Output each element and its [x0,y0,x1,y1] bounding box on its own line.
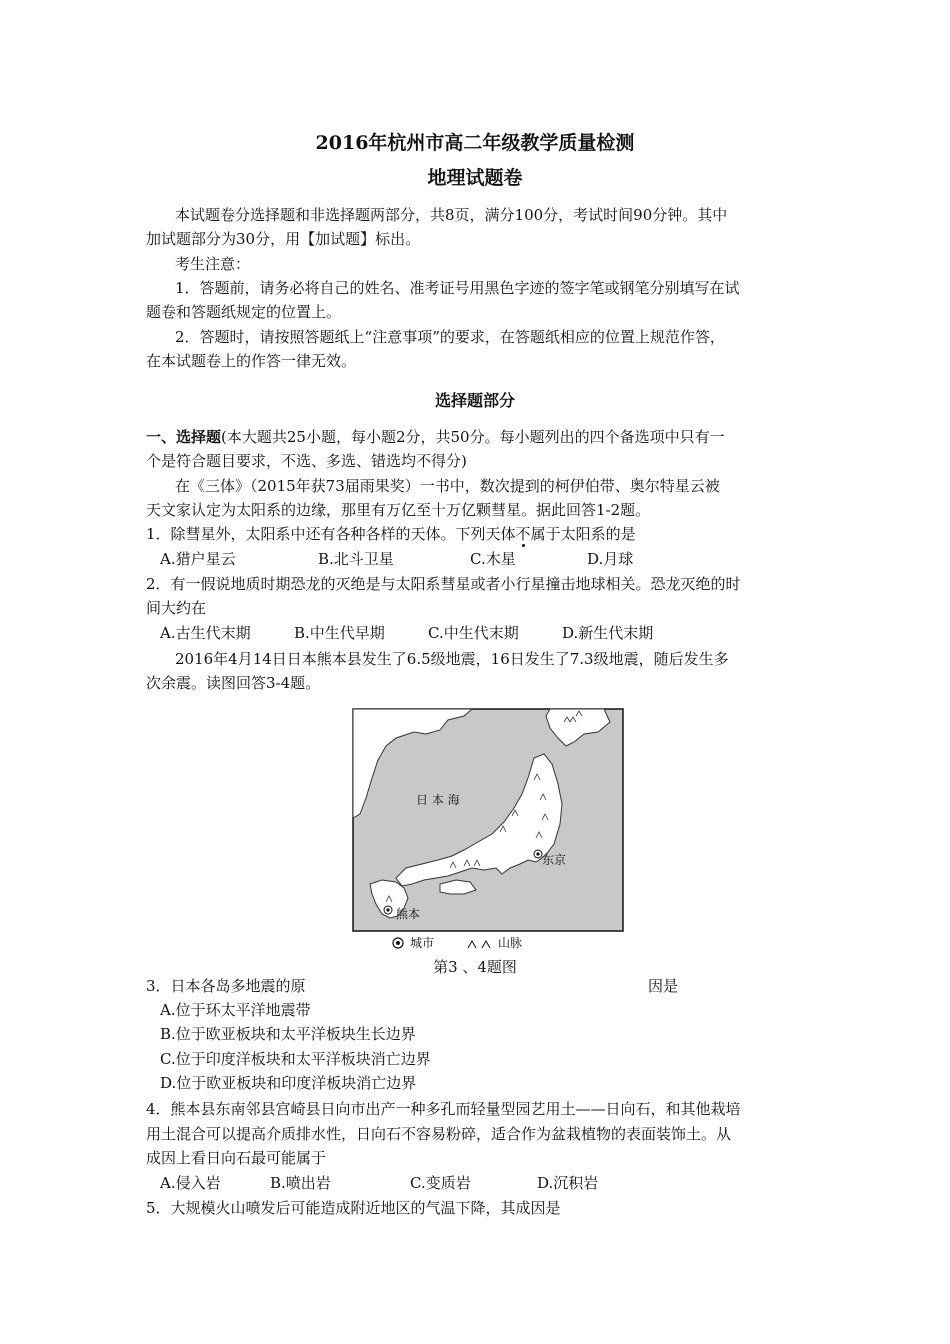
figure-caption: 第3 、4题图 [433,958,517,976]
question-stem: 3．日本各岛多地震的原 [146,977,306,995]
legend-mountain-icon [468,941,490,948]
kumamoto-label: 熊本 [396,907,421,921]
legend-mountain-label: 山脉 [498,936,523,950]
kumamoto-marker-dot [386,908,389,911]
legend-city-icon-dot [396,941,400,945]
question-stem: 2．有一假说地质时期恐龙的灭绝是与太阳系彗星或者小行星撞击地球相关。恐龙灭绝的时 [146,575,741,593]
part-heading: 个是符合题目要求，不选、多选、错选均不得分) [146,452,467,470]
option: D.沉积岩 [537,1174,599,1192]
material-text: 次余震。读图回答3-4题。 [146,674,321,692]
option: A.位于环太平洋地震带 [160,1001,311,1019]
option: B.中生代早期 [294,624,385,642]
part-heading-rest: (本大题共25小题，每小题2分，共50分。每小题列出的四个备选项中只有一 [221,428,725,446]
option: D.月球 [587,550,634,568]
option: B.喷出岩 [270,1174,331,1192]
japan-map [352,708,624,955]
question-stem: 用土混合可以提高介质排水性，日向石不容易粉碎，适合作为盆栽植物的表面装饰土。从 [146,1125,732,1143]
option: C.中生代末期 [428,624,519,642]
question-stem: 因是 [648,977,679,995]
legend-city-label: 城市 [410,936,435,950]
option: C.变质岩 [410,1174,471,1192]
intro-text: 加试题部分为30分，用【加试题】标出。 [146,230,421,248]
question-stem: 4．熊本县东南邻县宫崎县日向市出产一种多孔而轻量型园艺用土——日向石，和其他栽培 [146,1100,741,1118]
notice-item: 2．答题时，请按照答题纸上“注意事项”的要求，在答题纸相应的位置上规范作答， [175,328,725,346]
question-stem: 成因上看日向石最可能属于 [146,1149,327,1167]
notice-item: 在本试题卷上的作答一律无效。 [146,352,357,370]
option: C.位于印度洋板块和太平洋板块消亡边界 [160,1050,431,1068]
material-text: 2016年4月14日日本熊本县发生了6.5级地震，16日发生了7.3级地震，随后发生多 [175,650,729,668]
q1-stem: 1．除彗星外，太阳系中还有各种各样的天体。下列天体 [146,525,516,543]
tokyo-label: 东京 [542,853,567,867]
question-stem: 间大约在 [146,599,207,617]
option: D.新生代末期 [562,624,654,642]
page-subtitle: 地理试题卷 [427,167,523,189]
notice-item: 题卷和答题纸规定的位置上。 [146,303,342,321]
option: A.古生代末期 [160,624,251,642]
option: A.侵入岩 [160,1174,221,1192]
notice-item: 1．答题前，请务必将自己的姓名、准考证号用黑色字迹的签字笔或钢笔分别填写在试 [175,279,740,297]
sea-label: 日 本 海 [416,793,460,807]
page-title: 2016年杭州市高二年级教学质量检测 [315,132,635,154]
part-heading-bold: 一、选择题 [146,428,222,446]
option: B.位于欧亚板块和太平洋板块生长边界 [160,1025,416,1043]
intro-text: 本试题卷分选择题和非选择题两部分，共8页，满分100分，考试时间90分钟。其中 [175,206,728,224]
tokyo-marker-dot [536,852,539,855]
question-stem: 5．大规模火山喷发后可能造成附近地区的气温下降，其成因是 [146,1199,561,1217]
material-text: 天文家认定为太阳系的边缘，那里有万亿至十万亿颗彗星。据此回答1-2题。 [146,501,651,519]
question-stem [146,523,636,545]
option: C.木星 [470,550,516,568]
part-heading [146,426,725,448]
option: D.位于欧亚板块和印度洋板块消亡边界 [160,1074,417,1092]
q1-emphasis: 不 [515,525,531,543]
q1-stem: 属于太阳系的是 [530,525,636,543]
option: A.猎户星云 [160,550,236,568]
section-title: 选择题部分 [434,391,515,410]
notice-label: 考生注意： [175,255,251,273]
option: B.北斗卫星 [318,550,394,568]
material-text: 在《三体》（2015年获73届雨果奖）一书中，数次提到的柯伊伯带、奥尔特星云被 [175,477,720,495]
